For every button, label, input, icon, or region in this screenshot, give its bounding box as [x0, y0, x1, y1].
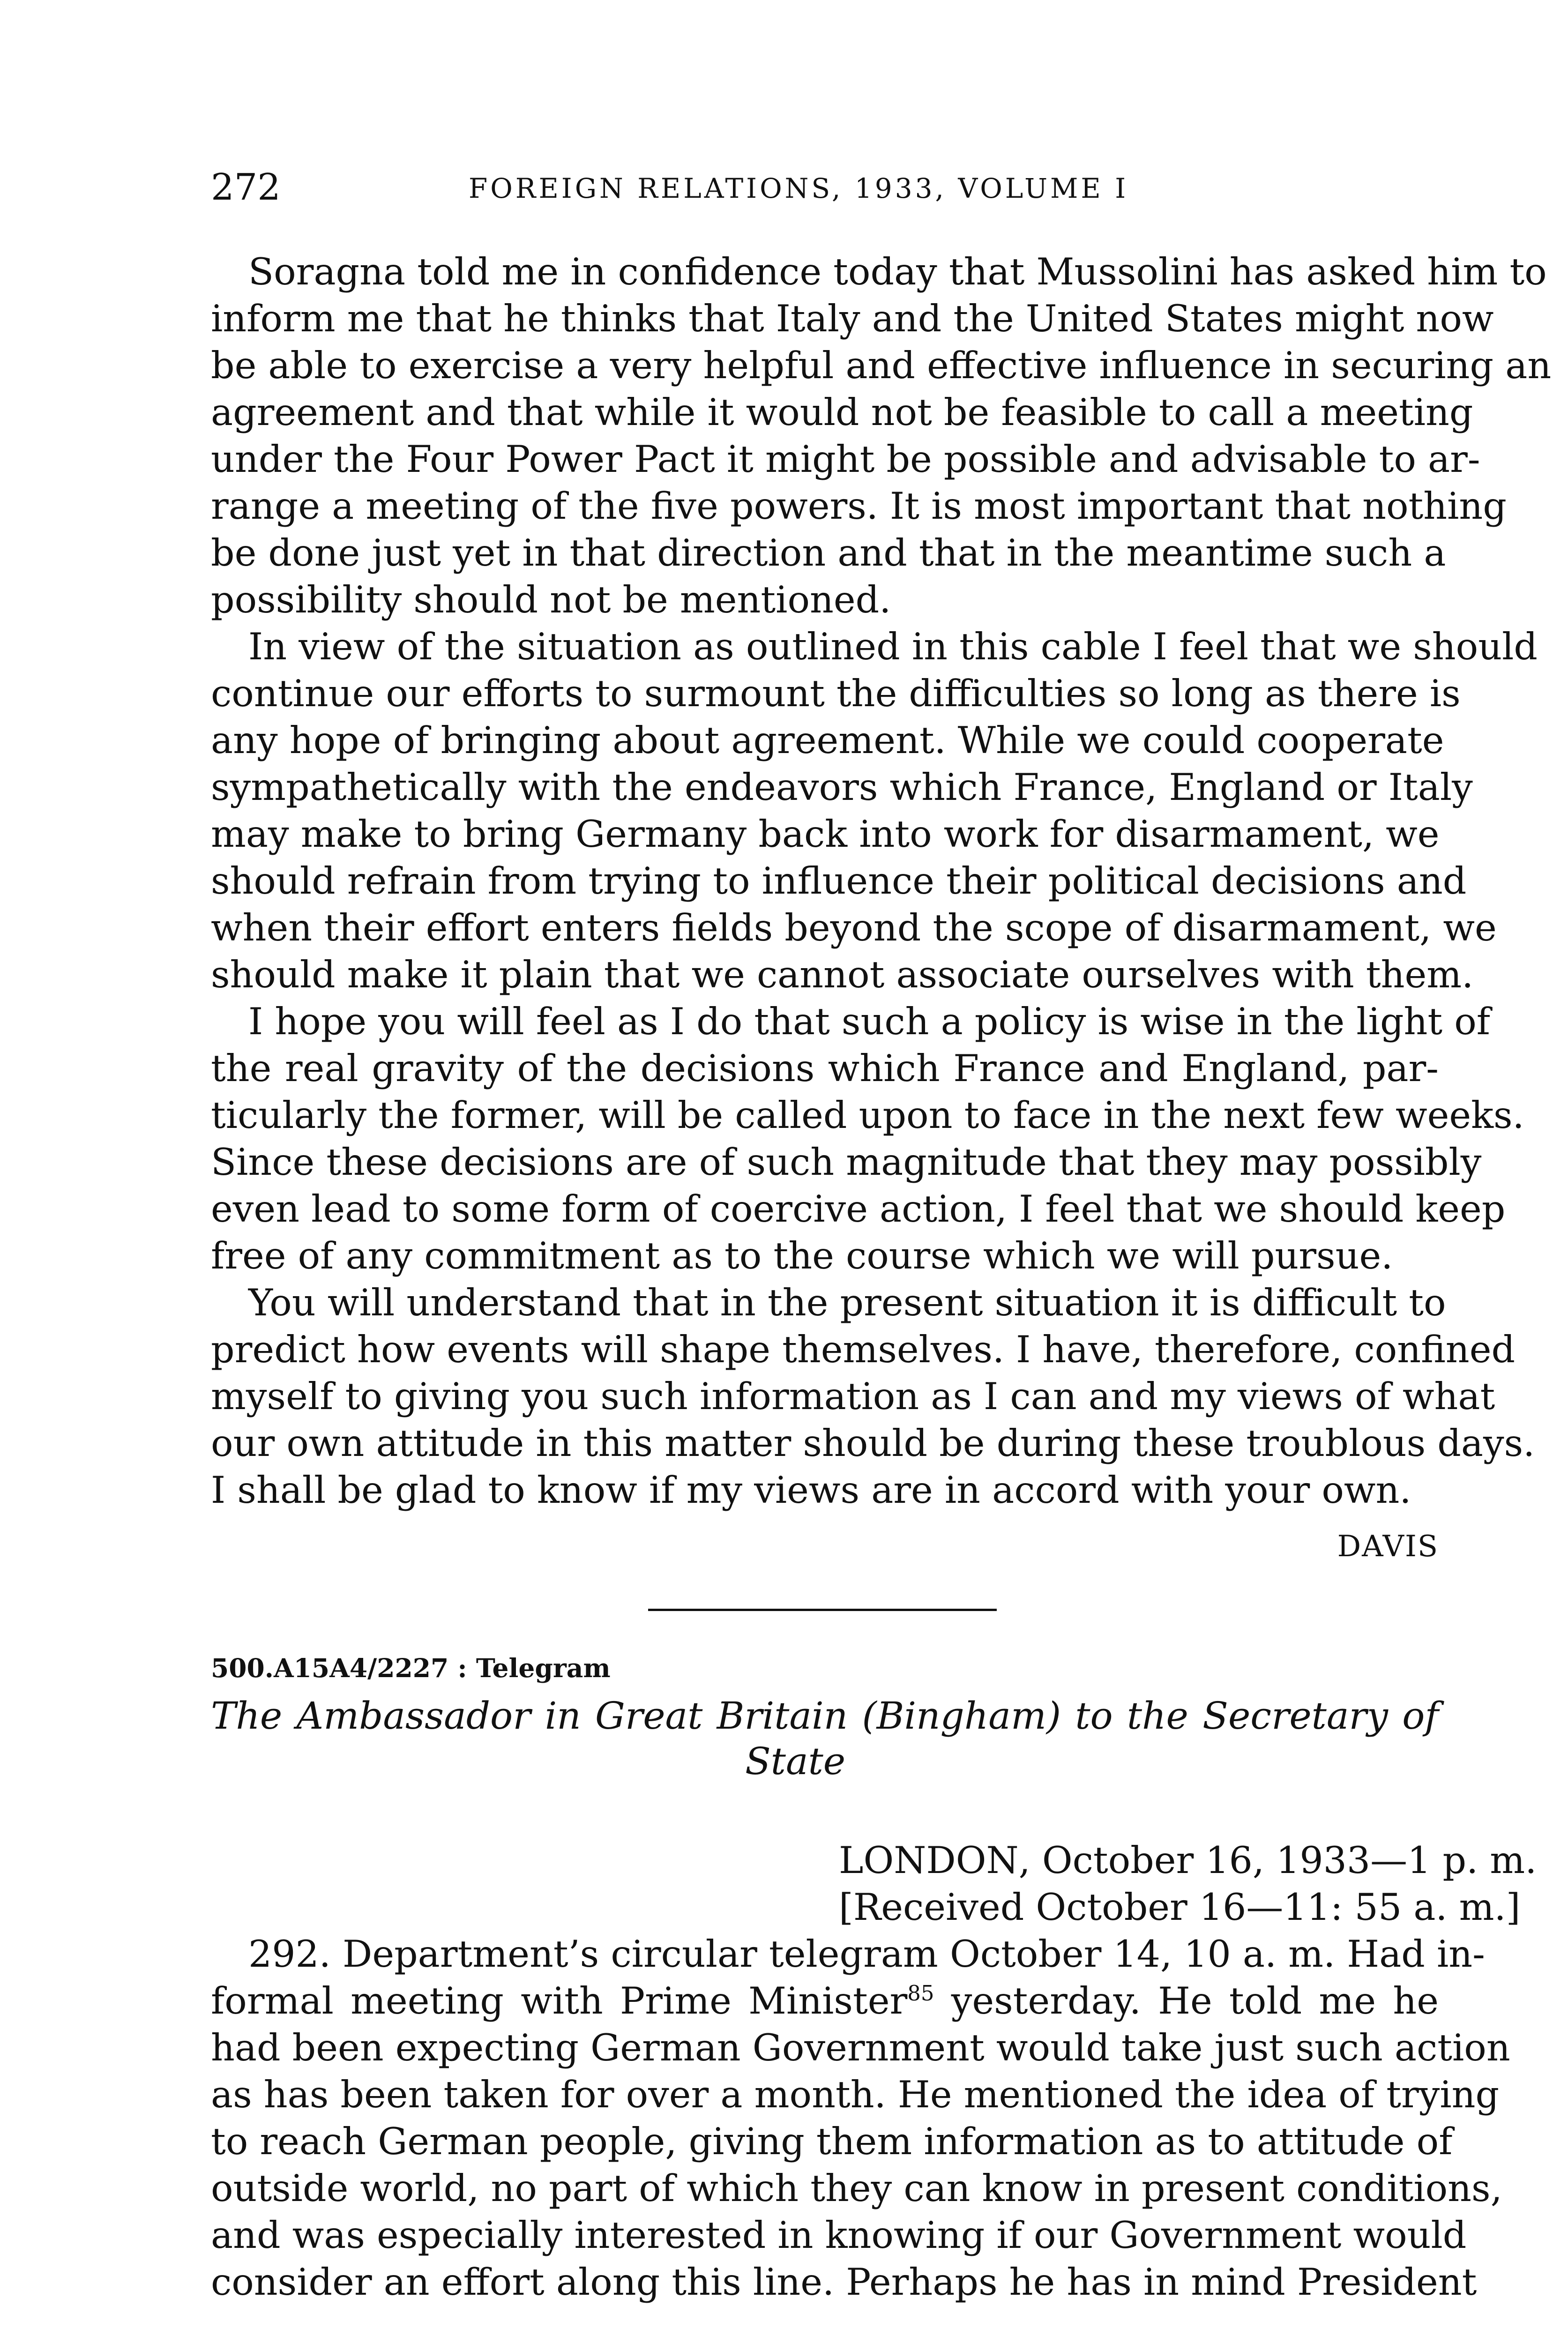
- page-header: [211, 164, 1439, 220]
- body-line: possibility should not be mentioned.: [211, 578, 891, 621]
- running-head: FOREIGN RELATIONS, 1933, VOLUME I: [469, 172, 1129, 204]
- body-line: predict how events will shape themselves. I have, therefore, confined: [211, 1328, 1516, 1371]
- telegram-line: and was especially interested in knowing if our Government would: [211, 2214, 1467, 2257]
- telegram-text: formal meeting with Prime Minister: [211, 1979, 908, 2022]
- body-line: under the Four Power Pact it might be possible and advisable to ar-: [211, 438, 1480, 481]
- telegram-line: outside world, no part of which they can know in present conditions,: [211, 2167, 1502, 2210]
- document-reference: 500.A15A4/2227 : Telegram: [211, 1653, 611, 1683]
- body-line: Since these decisions are of such magnitude that they may possibly: [211, 1141, 1482, 1184]
- body-line: ticularly the former, will be called upon to face in the next few weeks.: [211, 1094, 1524, 1137]
- body-line: the real gravity of the decisions which France and England, par-: [211, 1047, 1439, 1090]
- body-line: should refrain from trying to influence their political decisions and: [211, 859, 1467, 903]
- body-line: inform me that he thinks that Italy and the United States might now: [211, 297, 1494, 340]
- body-line: myself to giving you such information as I can and my views of what: [211, 1375, 1495, 1418]
- dateline-date: , October 16, 1933—1 p. m.: [1018, 1839, 1537, 1882]
- body-line: our own attitude in this matter should be during these troublous days.: [211, 1422, 1535, 1465]
- body-line: I shall be glad to know if my views are in accord with your own.: [211, 1469, 1411, 1512]
- body-line: any hope of bringing about agreement. While we could cooperate: [211, 719, 1444, 762]
- body-line: should make it plain that we cannot associate ourselves with them.: [211, 953, 1474, 996]
- page-number: 272: [211, 166, 281, 209]
- telegram-line: [211, 1977, 1439, 2024]
- dateline: [839, 1837, 1537, 1884]
- body-line: even lead to some form of coercive action, I feel that we should keep: [211, 1187, 1506, 1231]
- body-line: I hope you will feel as I do that such a policy is wise in the light of: [248, 1000, 1491, 1043]
- body-line: continue our efforts to surmount the difficulties so long as there is: [211, 672, 1461, 715]
- document-title-continuation: State: [745, 1739, 846, 1783]
- body-line: be able to exercise a very helpful and effective influence in securing an: [211, 344, 1552, 387]
- body-line: Soragna told me in confidence today that Mussolini has asked him to: [248, 250, 1547, 293]
- body-line: range a meeting of the five powers. It is most important that nothing: [211, 485, 1507, 528]
- document-title: The Ambassador in Great Britain (Bingham) to the Secretary of: [211, 1694, 1439, 1738]
- dateline-place: LONDON: [839, 1839, 1019, 1882]
- body-line: In view of the situation as outlined in this cable I feel that we should: [248, 625, 1538, 668]
- received-line: [Received October 16—11: 55 a. m.]: [839, 1886, 1521, 1929]
- telegram-line: as has been taken for over a month. He mentioned the idea of trying: [211, 2073, 1500, 2116]
- telegram-line: had been expecting German Government would take just such action: [211, 2026, 1510, 2069]
- telegram-line: consider an effort along this line. Perhaps he has in mind President: [211, 2261, 1477, 2304]
- body-line: free of any commitment as to the course which we will pursue.: [211, 1234, 1393, 1277]
- telegram-line: to reach German people, giving them information as to attitude of: [211, 2120, 1453, 2163]
- telegram-text: yesterday. He told me he: [934, 1979, 1439, 2022]
- signature: DAVIS: [1337, 1529, 1439, 1563]
- body-line: sympathetically with the endeavors which France, England or Italy: [211, 766, 1473, 809]
- footnote-reference: 85: [907, 1981, 934, 2006]
- body-line: when their effort enters fields beyond the scope of disarmament, we: [211, 906, 1497, 949]
- body-line: be done just yet in that direction and that in the meantime such a: [211, 531, 1446, 575]
- telegram-line: 292. Department’s circular telegram October 14, 10 a. m. Had in-: [248, 1933, 1485, 1976]
- body-line: You will understand that in the present situation it is difficult to: [248, 1281, 1446, 1324]
- body-line: may make to bring Germany back into work for disarmament, we: [211, 813, 1440, 856]
- body-line: agreement and that while it would not be feasible to call a meeting: [211, 391, 1473, 434]
- section-divider: [648, 1609, 997, 1611]
